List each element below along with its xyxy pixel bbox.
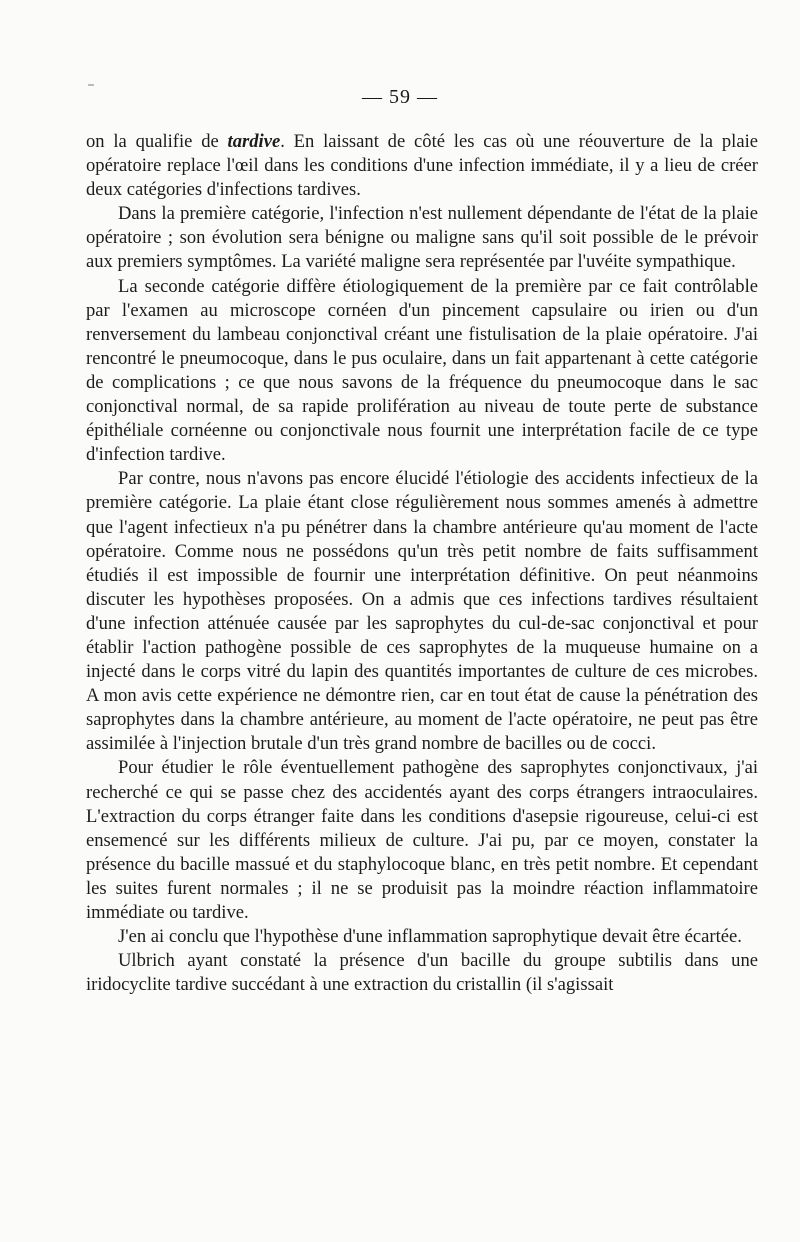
paragraph-7: Ulbrich ayant constaté la présence d'un bacille du groupe subtilis dans une iridocyclite tardive succédant à une extraction du cristallin (il s'agissait — [86, 950, 758, 996]
page-number: — 59 — — [362, 86, 438, 108]
paragraph-1-lead: on la qualifie de — [86, 131, 228, 152]
paragraph-1-rest: . En laissant de côté les cas où une réouverture de la plaie opératoire replace l'œil dans les conditions d'une infection immédiate, il y a lieu de créer deux catégories d'infections tardives. — [86, 131, 758, 201]
body-text — [86, 130, 758, 997]
paragraph-6: J'en ai conclu que l'hypothèse d'une inflammation saprophytique devait être écartée. — [118, 926, 742, 948]
paragraph-3: La seconde catégorie diffère étiologiquement de la première par ce fait contrôlable par l'examen au microscope cornéen d'un pincement capsulaire ou irien ou d'un renversement du lambeau conjonctival créant une fistulisation de la plaie opératoire. J'ai rencontré le pneumocoque, dans le pus oculaire, dans un fait appartenant à cette catégorie de complications ; ce que nous savons de la fréquence du pneumocoque dans le sac conjonctival normal, de sa rapide prolifération au niveau de toute perte de substance épithéliale cornéenne ou conjonctivale nous fournit une interprétation facile de ce type d'infection tardive. — [86, 275, 758, 466]
paragraph-2: Dans la première catégorie, l'infection n'est nullement dépendante de l'état de la plaie opératoire ; son évolution sera bénigne ou maligne sans qu'il soit possible de le prévoir aux premiers symptômes. La variété maligne sera représentée par l'uvéite sympathique. — [86, 203, 758, 273]
paragraph-5: Pour étudier le rôle éventuellement pathogène des saprophytes conjonctivaux, j'ai recherché ce qui se passe chez des accidentés ayant des corps étrangers intraoculaires. L'extraction du corps étranger faite dans les conditions d'asepsie rigoureuse, celui-ci est ensemencé sur les différents milieux de culture. J'ai pu, par ce moyen, constater la présence du bacille massué et du staphylocoque blanc, en très petit nombre. Et cependant les suites furent normales ; il ne se produisit pas la moindre réaction inflammatoire immédiate ou tardive. — [86, 757, 758, 923]
paragraph-4: Par contre, nous n'avons pas encore élucidé l'étiologie des accidents infectieux de la première catégorie. La plaie étant close régulièrement nous sommes amenés à admettre que l'agent infectieux n'a pu pénétrer dans la chambre antérieure qu'au moment de l'acte opératoire. Comme nous ne possédons qu'un très petit nombre de faits suffisamment étudiés il est impossible de fournir une interprétation définitive. On peut néanmoins discuter les hypothèses proposées. On a admis que ces infections tardives résultaient d'une infection atténuée causée par les saprophytes du cul-de-sac conjonctival et pour établir l'action pathogène possible de ces saprophytes de la muqueuse humaine on a injecté dans le corps vitré du lapin des quantités importantes de culture de ces microbes. A mon avis cette expérience ne démontre rien, car en tout état de cause la pénétration des saprophytes dans la chambre antérieure, au moment de l'acte opératoire, ne peut pas être assimilée à l'injection brutale d'un très grand nombre de bacilles ou de cocci. — [86, 468, 758, 755]
paragraph-1-emphasis: tardive — [227, 131, 281, 152]
paragraph-1 — [86, 130, 758, 202]
